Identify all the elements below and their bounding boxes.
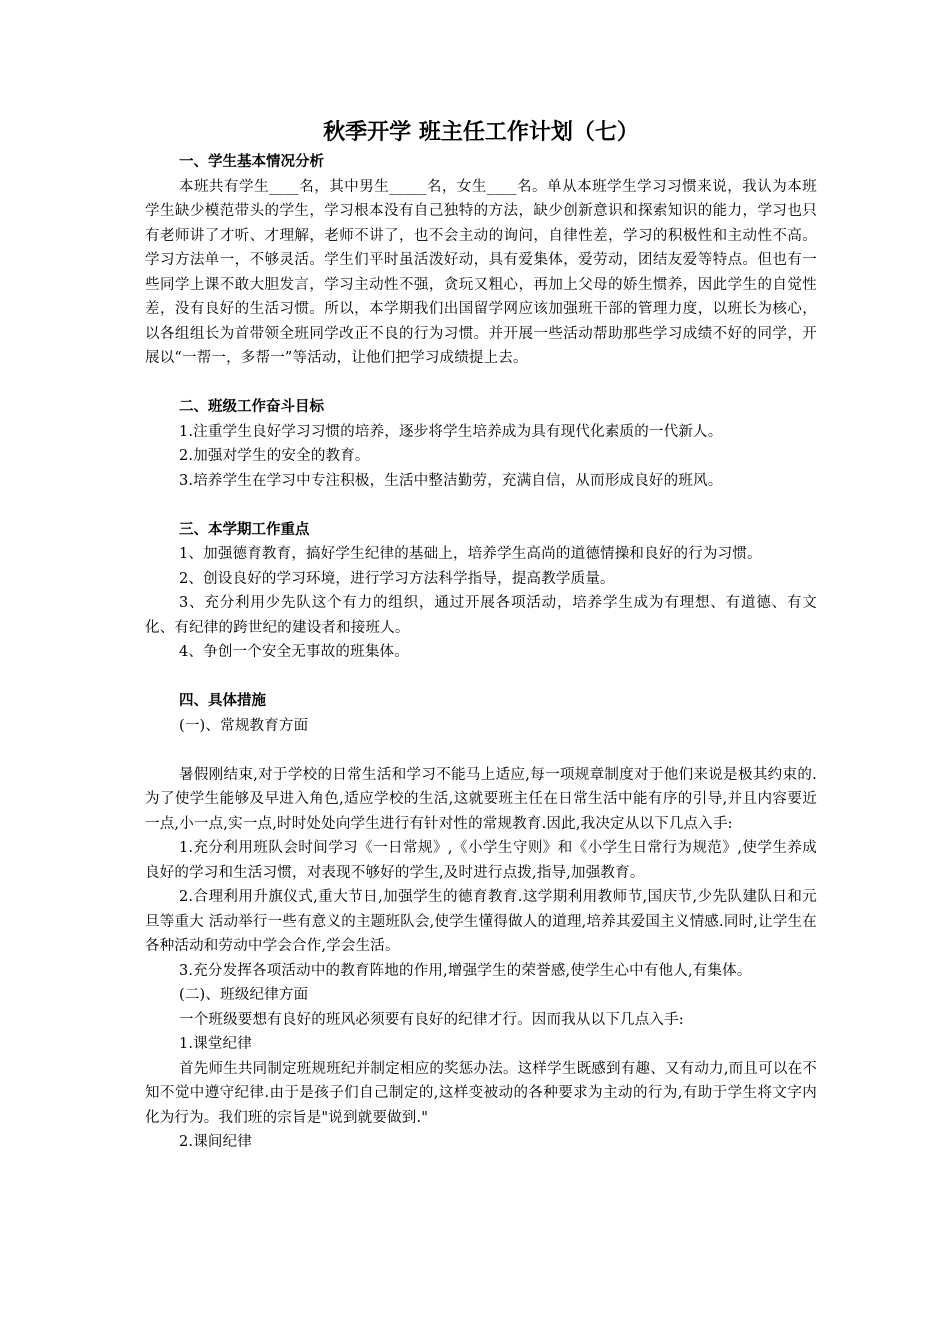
routine-intro-paragraph: 暑假刚结束,对于学校的日常生活和学习不能马上适应,每一项规章制度对于他们来说是极其约束的.为了使学生能够及早进入角色,适应学校的生活,这就要班主任在日常生活中能有序的引导,并且内容要近一点,小一点,实一点,时时处处向学生进行有针对性的常规教育.因此,我决定从以下几点入手: — [145, 766, 817, 832]
spacer — [145, 738, 817, 763]
routine-point: 3.充分发挥各项活动中的教育阵地的作用,增强学生的荣誉感,使学生心中有他人,有集体。 — [179, 962, 752, 979]
focus-item: 3、充分利用少先队这个有力的组织，通过开展各项活动，培养学生成为有理想、有道德、有文化、有纪律的跨世纪的建设者和接班人。 — [145, 595, 817, 636]
section-heading-2: 二、班级工作奋斗目标 — [179, 399, 324, 415]
document-title: 秋季开学 班主任工作计划（七） — [323, 120, 639, 145]
section-heading-3: 三、本学期工作重点 — [179, 521, 310, 538]
routine-point: 1.充分利用班队会时间学习《一日常规》,《小学生守则》和《小学生日常行为规范》,使学生养成良好的学习和生活习惯，对表现不够好的学生,及时进行点拨,指导,加强教育。 — [145, 840, 817, 881]
spacer — [145, 493, 817, 518]
focus-item: 1、加强德育教育，搞好学生纪律的基础上，培养学生高尚的道德情操和良好的行为习惯。 — [179, 546, 762, 562]
subsection-title: (一)、常规教育方面 — [179, 717, 309, 734]
subsection-title: (二)、班级纪律方面 — [179, 987, 309, 1003]
focus-item: 2、创设良好的学习环境，进行学习方法科学指导，提高教学质量。 — [179, 570, 615, 587]
goal-item: 3.培养学生在学习中专注积极，生活中整洁勤劳，充满自信，从而形成良好的班风。 — [179, 472, 723, 489]
discipline-item-text: 首先师生共同制定班规班纪并制定相应的奖惩办法。这样学生既感到有趣、又有动力,而且可以在不知不觉中遵守纪律.由于是孩子们自己制定的,这样变被动的各种要求为主动的行为,有助于学生将文字内化为行为。我们班的宗旨是"说到就要做到." — [145, 1060, 817, 1126]
spacer — [145, 665, 817, 690]
section-1-paragraph: 本班共有学生____名，其中男生_____名，女生____名。单从本班学生学习习惯来说，我认为本班学生缺少模范带头的学生，学习根本没有自己独特的方法，缺少创新意识和探索知识的能力，学习也只有老师讲了才听、才理解，老师不讲了，也不会主动的询问，自律性差，学习的积极性和主动性不高。学习方法单一，不够灵活。学生们平时虽活泼好动，具有爱集体，爱劳动，团结友爱等特点。但也有一些同学上课不敢大胆发言，学习主动性不强，贪玩又粗心，再加上父母的娇生惯养，因此学生的自觉性差，没有良好的生活习惯。所以，本学期我们出国留学网应该加强班干部的管理力度，以班长为核心，以各组组长为首带领全班同学改正不良的行为习惯。并开展一些活动帮助那些学习成绩不好的同学，开展以“一帮一，多帮一”等活动，让他们把学习成绩提上去。 — [145, 178, 817, 366]
section-heading-1: 一、学生基本情况分析 — [179, 154, 324, 170]
discipline-intro: 一个班级要想有良好的班风必须要有良好的纪律才行。因而我从以下几点入手: — [179, 1011, 684, 1028]
goal-item: 1.注重学生良好学习习惯的培养，逐步将学生培养成为具有现代化素质的一代新人。 — [179, 423, 723, 440]
focus-item: 4、争创一个安全无事故的班集体。 — [179, 644, 409, 660]
discipline-item-title: 2.课间纪律 — [179, 1134, 253, 1150]
spacer — [145, 371, 817, 396]
routine-point: 2.合理利用升旗仪式,重大节日,加强学生的德育教育.这学期利用教师节,国庆节,少先队建队日和元旦等重大 活动举行一些有意义的主题班队会,使学生懂得做人的道理,培养其爱国主义情感.同时,让学生在各种活动和劳动中学会合作,学会生活。 — [145, 889, 817, 954]
discipline-item-title: 1.课堂纪律 — [179, 1036, 253, 1052]
document-page — [145, 118, 817, 1155]
goal-item: 2.加强对学生的安全的教育。 — [179, 448, 370, 464]
section-heading-4: 四、具体措施 — [179, 693, 266, 709]
